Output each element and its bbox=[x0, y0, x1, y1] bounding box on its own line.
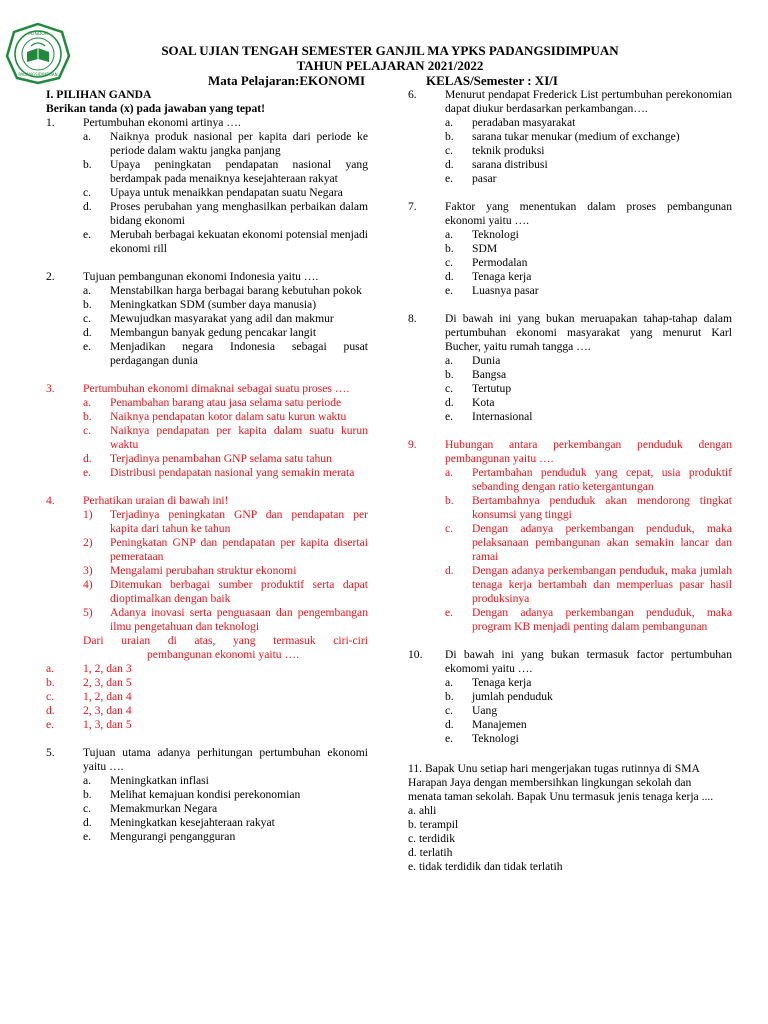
option-letter: a. bbox=[445, 228, 454, 241]
question-1 bbox=[46, 116, 368, 256]
option-letter: c. bbox=[445, 382, 454, 395]
option-letter: e. bbox=[83, 466, 92, 479]
option-letter: e. bbox=[445, 172, 454, 185]
answer-option bbox=[83, 186, 368, 200]
answer-option bbox=[445, 606, 732, 634]
option-text: Bertambahnya penduduk akan mendorong tingkat konsumsi yang tinggi bbox=[472, 494, 732, 521]
answer-option bbox=[83, 326, 368, 340]
statement-item bbox=[83, 564, 368, 578]
answer-option bbox=[445, 242, 732, 256]
statement-number: 3) bbox=[83, 564, 93, 577]
question-prompt: Di bawah ini yang bukan termasuk factor pertumbuhan ekomomi yaitu …. bbox=[445, 648, 732, 675]
statement-question-line1: Dari uraian di atas, yang termasuk ciri-ciri bbox=[83, 634, 368, 647]
option-text: 2, 3, dan 5 bbox=[83, 676, 132, 689]
answer-option bbox=[83, 830, 368, 844]
option-letter: b. bbox=[83, 788, 92, 801]
answer-option bbox=[83, 312, 368, 326]
question-11 bbox=[408, 762, 732, 874]
question-text bbox=[408, 438, 732, 466]
option-letter: e. bbox=[445, 410, 454, 423]
question-text bbox=[408, 648, 732, 676]
statement-item bbox=[83, 578, 368, 606]
question-text bbox=[46, 494, 368, 508]
option-text: peradaban masyarakat bbox=[472, 116, 576, 129]
answer-option bbox=[445, 228, 732, 242]
section-instruction: Berikan tanda (x) pada jawaban yang tepat! bbox=[46, 102, 266, 115]
answer-option bbox=[83, 466, 368, 480]
right-column bbox=[408, 88, 732, 874]
statement-text: Mengalami perubahan struktur ekonomi bbox=[110, 564, 297, 577]
answer-option bbox=[46, 690, 368, 704]
answer-option: a. ahli bbox=[408, 804, 437, 817]
option-letter: c. bbox=[46, 690, 55, 703]
option-text: Melihat kemajuan kondisi perekonomian bbox=[110, 788, 301, 801]
answer-option bbox=[445, 144, 732, 158]
option-letter: e. bbox=[445, 732, 454, 745]
logo-text-bottom: PADANGSIDIMPUAN bbox=[18, 72, 58, 77]
option-text: Naiknya produk nasional per kapita dari periode ke periode dalam waktu jangka panjang bbox=[110, 130, 368, 157]
answer-option bbox=[83, 424, 368, 452]
option-letter: e. bbox=[83, 340, 92, 353]
logo-text-top: PONDOK bbox=[28, 32, 48, 37]
statement-question-line2: pembangunan ekonomi yaitu …. bbox=[147, 648, 299, 661]
question-prompt: Faktor yang menentukan dalam proses pembangunan ekonomi yaitu …. bbox=[445, 200, 732, 227]
option-letter: d. bbox=[83, 326, 92, 339]
option-text: sarana tukar menukar (medium of exchange) bbox=[472, 130, 680, 143]
answer-option bbox=[445, 130, 732, 144]
option-text: Meningkatkan kesejahteraan rakyat bbox=[110, 816, 275, 829]
option-text: 1, 3, dan 5 bbox=[83, 718, 132, 731]
spacer bbox=[46, 368, 368, 382]
question-11-text: 11. Bapak Unu setiap hari mengerjakan tugas rutinnya di SMA Harapan Jaya dengan membersihkan lingkungan sekolah dan menata taman sekolah. Bapak Unu termasuk jenis tenaga kerja .... bbox=[408, 762, 714, 803]
option-text: Merubah berbagai kekuatan ekonomi potensial menjadi ekonomi rill bbox=[110, 228, 368, 255]
answer-option bbox=[445, 522, 732, 564]
answer-option bbox=[83, 816, 368, 830]
statement-item bbox=[83, 606, 368, 634]
question-prompt: Pertumbuhan ekonomi dimaknai sebagai suatu proses …. bbox=[83, 382, 350, 395]
statement-text: Ditemukan berbagai sumber produktif serta dapat dioptimalkan dengan baik bbox=[110, 578, 368, 605]
answer-option bbox=[445, 690, 732, 704]
statement-item bbox=[83, 508, 368, 536]
option-text: 1, 2, dan 4 bbox=[83, 690, 132, 703]
subject-line bbox=[130, 73, 650, 88]
option-text: Penambahan barang atau jasa selama satu periode bbox=[110, 396, 342, 409]
option-text: Tertutup bbox=[472, 382, 512, 395]
option-letter: c. bbox=[83, 312, 92, 325]
option-letter: c. bbox=[445, 256, 454, 269]
option-text: Tenaga kerja bbox=[472, 270, 532, 283]
answer-option bbox=[46, 704, 368, 718]
question-text bbox=[46, 382, 368, 396]
question-number: 1. bbox=[46, 116, 55, 129]
question-text bbox=[46, 746, 368, 774]
exam-title: SOAL UJIAN TENGAH SEMESTER GANJIL MA YPKS PADANGSIDIMPUAN bbox=[161, 43, 619, 58]
question-prompt: Perhatikan uraian di bawah ini! bbox=[83, 494, 229, 507]
answer-option bbox=[83, 200, 368, 228]
question-prompt: Di bawah ini yang bukan meruapakan tahap-tahap dalam pertumbuhan ekonomi masyarakat yang menurut Karl Bucher, yaitu rumah tangga …. bbox=[445, 312, 732, 353]
option-letter: d. bbox=[445, 158, 454, 171]
question-number: 8. bbox=[408, 312, 417, 325]
option-letter: b. bbox=[445, 130, 454, 143]
spacer bbox=[46, 256, 368, 270]
answer-option bbox=[46, 662, 368, 676]
spacer bbox=[408, 746, 732, 762]
answer-option: d. terlatih bbox=[408, 846, 453, 859]
answer-option bbox=[83, 340, 368, 368]
statement-text: Terjadinya peningkatan GNP dan pendapatan per kapita dari tahun ke tahun bbox=[110, 508, 368, 535]
option-text: 1, 2, dan 3 bbox=[83, 662, 132, 675]
question-prompt: Pertumbuhan ekonomi artinya …. bbox=[83, 116, 241, 129]
option-text: teknik produksi bbox=[472, 144, 545, 157]
answer-option bbox=[83, 284, 368, 298]
statement-number: 1) bbox=[83, 508, 93, 521]
option-letter: d. bbox=[445, 564, 454, 577]
option-text: jumlah penduduk bbox=[472, 690, 553, 703]
answer-option bbox=[83, 802, 368, 816]
option-letter: b. bbox=[445, 368, 454, 381]
option-text: Meningkatkan inflasi bbox=[110, 774, 209, 787]
academic-year: TAHUN PELAJARAN 2021/2022 bbox=[296, 58, 484, 73]
question-number: 5. bbox=[46, 746, 55, 759]
option-letter: e. bbox=[445, 606, 454, 619]
option-letter: a. bbox=[445, 116, 454, 129]
answer-option: e. tidak terdidik dan tidak terlatih bbox=[408, 860, 563, 873]
option-text: Memakmurkan Negara bbox=[110, 802, 218, 815]
option-letter: a. bbox=[83, 284, 92, 297]
option-letter: a. bbox=[445, 676, 454, 689]
question-number: 2. bbox=[46, 270, 55, 283]
answer-option bbox=[83, 410, 368, 424]
question-number: 3. bbox=[46, 382, 55, 395]
option-letter: d. bbox=[46, 704, 55, 717]
spacer bbox=[46, 732, 368, 746]
option-letter: a. bbox=[83, 130, 92, 143]
option-letter: c. bbox=[445, 704, 454, 717]
answer-option bbox=[445, 158, 732, 172]
option-text: Mengurangi pengangguran bbox=[110, 830, 236, 843]
option-letter: b. bbox=[445, 690, 454, 703]
answer-option bbox=[83, 774, 368, 788]
question-6 bbox=[408, 88, 732, 186]
option-text: pasar bbox=[472, 172, 497, 185]
question-number: 10. bbox=[408, 648, 423, 661]
option-letter: c. bbox=[445, 522, 454, 535]
question-4 bbox=[46, 494, 368, 732]
option-text: Upaya peningkatan pendapatan nasional yang berdampak pada menaiknya kesejahteraan rakyat bbox=[110, 158, 368, 185]
question-5 bbox=[46, 746, 368, 844]
question-prompt: Menurut pendapat Frederick List pertumbuhan perekonomian dapat diukur berdasarkan perkambangan…. bbox=[445, 88, 732, 115]
answer-option: c. terdidik bbox=[408, 832, 456, 845]
option-letter: a. bbox=[83, 774, 92, 787]
option-letter: a. bbox=[46, 662, 55, 675]
question-number: 4. bbox=[46, 494, 55, 507]
answer-option bbox=[445, 396, 732, 410]
question-text bbox=[408, 312, 732, 354]
question-number: 7. bbox=[408, 200, 417, 213]
answer-option bbox=[445, 718, 732, 732]
left-column bbox=[46, 88, 368, 844]
question-prompt: Tujuan pembangunan ekonomi Indonesia yaitu …. bbox=[83, 270, 319, 283]
option-text: Dengan adanya perkembangan penduduk, maka program KB menjadi penting dalam pembangunan bbox=[472, 606, 732, 633]
answer-option bbox=[445, 410, 732, 424]
answer-option bbox=[445, 704, 732, 718]
answer-option bbox=[83, 452, 368, 466]
answer-option bbox=[445, 116, 732, 130]
option-letter: b. bbox=[83, 158, 92, 171]
option-text: Meningkatkan SDM (sumber daya manusia) bbox=[110, 298, 317, 311]
option-letter: c. bbox=[83, 424, 92, 437]
answer-option bbox=[445, 270, 732, 284]
answer-option bbox=[445, 732, 732, 746]
option-letter: c. bbox=[445, 144, 454, 157]
question-2 bbox=[46, 270, 368, 368]
option-letter: d. bbox=[445, 270, 454, 283]
spacer bbox=[46, 480, 368, 494]
answer-option bbox=[445, 564, 732, 606]
option-text: Proses perubahan yang menghasilkan perbaikan dalam bidang ekonomi bbox=[110, 200, 368, 227]
statement-text: Adanya inovasi serta penguasaan dan pengembangan ilmu pengetahuan dan teknologi bbox=[110, 606, 368, 633]
option-text: Menjadikan negara Indonesia sebagai pusat perdagangan dunia bbox=[110, 340, 368, 367]
answer-option bbox=[83, 158, 368, 186]
answer-option bbox=[445, 284, 732, 298]
option-letter: b. bbox=[83, 410, 92, 423]
answer-option bbox=[46, 718, 368, 732]
answer-option bbox=[445, 382, 732, 396]
option-text: Uang bbox=[472, 704, 498, 717]
question-9 bbox=[408, 438, 732, 634]
answer-option bbox=[445, 354, 732, 368]
answer-option bbox=[83, 396, 368, 410]
option-letter: e. bbox=[83, 830, 92, 843]
spacer bbox=[408, 634, 732, 648]
option-letter: e. bbox=[46, 718, 55, 731]
option-text: Bangsa bbox=[472, 368, 507, 381]
option-text: Dengan adanya perkembangan penduduk, maka jumlah tenaga kerja bertambah dan memperluas pasar hasil produksinya bbox=[472, 564, 732, 605]
question-7 bbox=[408, 200, 732, 298]
option-text: Naiknya pendapatan per kapita dalam suatu kurun waktu bbox=[110, 424, 368, 451]
answer-option bbox=[83, 298, 368, 312]
option-text: Naiknya pendapatan kotor dalam satu kurun waktu bbox=[110, 410, 347, 423]
answer-option bbox=[445, 466, 732, 494]
option-letter: a. bbox=[83, 396, 92, 409]
option-text: SDM bbox=[472, 242, 498, 255]
option-text: sarana distribusi bbox=[472, 158, 548, 171]
answer-option bbox=[83, 130, 368, 158]
option-letter: b. bbox=[83, 298, 92, 311]
question-number: 6. bbox=[408, 88, 417, 101]
spacer bbox=[408, 186, 732, 200]
document-header bbox=[130, 43, 650, 88]
option-text: Menstabilkan harga berbagai barang kebutuhan pokok bbox=[110, 284, 362, 297]
option-text: 2, 3, dan 4 bbox=[83, 704, 132, 717]
option-letter: e. bbox=[83, 228, 92, 241]
option-text: Tenaga kerja bbox=[472, 676, 532, 689]
answer-option bbox=[83, 788, 368, 802]
option-letter: d. bbox=[445, 396, 454, 409]
section-title: I. PILIHAN GANDA bbox=[46, 88, 152, 101]
question-10 bbox=[408, 648, 732, 746]
option-letter: e. bbox=[445, 284, 454, 297]
answer-option bbox=[46, 676, 368, 690]
option-letter: d. bbox=[83, 200, 92, 213]
option-letter: c. bbox=[83, 802, 92, 815]
statement-item bbox=[83, 536, 368, 564]
question-text bbox=[408, 200, 732, 228]
question-text bbox=[46, 270, 368, 284]
option-text: Upaya untuk menaikkan pendapatan suatu Negara bbox=[110, 186, 343, 199]
answer-option: b. terampil bbox=[408, 818, 459, 831]
option-text: Permodalan bbox=[472, 256, 528, 269]
option-letter: d. bbox=[445, 718, 454, 731]
question-prompt: Hubungan antara perkembangan penduduk dengan pembangunan yaitu …. bbox=[445, 438, 732, 465]
option-text: Luasnya pasar bbox=[472, 284, 539, 297]
school-logo bbox=[5, 22, 71, 85]
question-prompt: Tujuan utama adanya perhitungan pertumbuhan ekonomi yaitu …. bbox=[83, 746, 368, 773]
option-text: Manajemen bbox=[472, 718, 527, 731]
option-letter: b. bbox=[445, 242, 454, 255]
statement-question bbox=[46, 634, 368, 662]
spacer bbox=[408, 424, 732, 438]
option-text: Internasional bbox=[472, 410, 533, 423]
question-text bbox=[408, 88, 732, 116]
spacer bbox=[408, 298, 732, 312]
answer-option bbox=[445, 256, 732, 270]
subject-label: Mata Pelajaran:EKONOMI bbox=[208, 73, 366, 88]
option-text: Dengan adanya perkembangan penduduk, maka pelaksanaan pembangunan akan semakin lancar dan ramai bbox=[472, 522, 732, 563]
answer-option bbox=[445, 676, 732, 690]
statement-number: 4) bbox=[83, 578, 93, 591]
option-text: Teknologi bbox=[472, 732, 519, 745]
option-text: Dunia bbox=[472, 354, 501, 367]
option-text: Terjadinya penambahan GNP selama satu tahun bbox=[110, 452, 332, 465]
question-8 bbox=[408, 312, 732, 424]
statement-number: 5) bbox=[83, 606, 93, 619]
question-3 bbox=[46, 382, 368, 480]
option-text: Membangun banyak gedung pencakar langit bbox=[110, 326, 317, 339]
answer-option bbox=[445, 172, 732, 186]
answer-option bbox=[83, 228, 368, 256]
answer-option bbox=[445, 368, 732, 382]
option-letter: c. bbox=[83, 186, 92, 199]
option-text: Pertambahan penduduk yang cepat, usia produktif sebanding dengan ratio ketergantungan bbox=[472, 466, 732, 493]
option-letter: d. bbox=[83, 816, 92, 829]
option-letter: d. bbox=[83, 452, 92, 465]
question-text bbox=[46, 116, 368, 130]
option-text: Teknologi bbox=[472, 228, 519, 241]
statement-number: 2) bbox=[83, 536, 93, 549]
option-text: Kota bbox=[472, 396, 495, 409]
option-text: Distribusi pendapatan nasional yang semakin merata bbox=[110, 466, 355, 479]
option-letter: a. bbox=[445, 466, 454, 479]
answer-option bbox=[445, 494, 732, 522]
question-number: 9. bbox=[408, 438, 417, 451]
option-letter: b. bbox=[445, 494, 454, 507]
class-label: KELAS/Semester : XI/I bbox=[426, 73, 558, 88]
option-text: Mewujudkan masyarakat yang adil dan makmur bbox=[110, 312, 334, 325]
option-letter: a. bbox=[445, 354, 454, 367]
option-letter: b. bbox=[46, 676, 55, 689]
statement-text: Peningkatan GNP dan pendapatan per kapita disertai pemerataan bbox=[110, 536, 368, 563]
